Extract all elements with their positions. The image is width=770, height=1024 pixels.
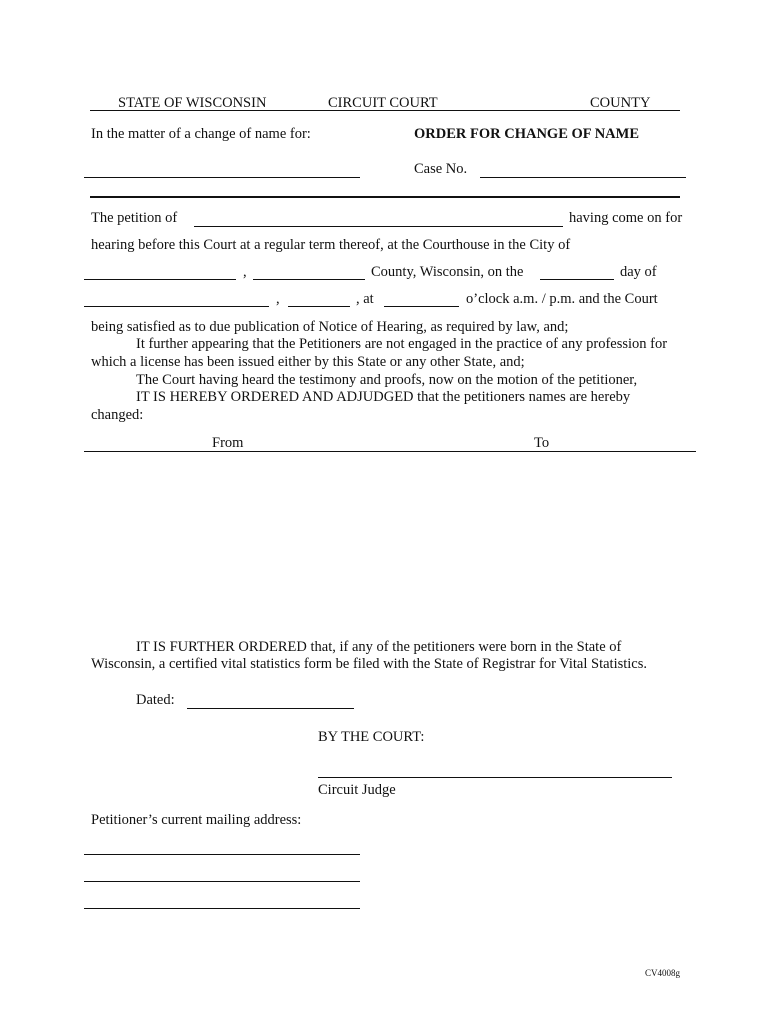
ordered-text-2: changed: — [91, 407, 144, 423]
time-field[interactable] — [384, 306, 459, 307]
names-table-rule — [84, 451, 696, 452]
mailing-address-label: Petitioner’s current mailing address: — [91, 812, 302, 828]
to-column-label: To — [534, 435, 550, 451]
case-number-label: Case No. — [414, 161, 468, 177]
city-field[interactable] — [84, 279, 236, 280]
address-line-1[interactable] — [84, 854, 360, 855]
court-label: CIRCUIT COURT — [328, 95, 438, 111]
circuit-judge-label: Circuit Judge — [318, 782, 396, 798]
heard-text: The Court having heard the testimony and proofs, now on the motion of the petitioner, — [136, 372, 638, 388]
petition-of-label: The petition of — [91, 210, 178, 226]
comma-1: , — [243, 264, 247, 280]
having-come-text: having come on for — [569, 210, 683, 226]
comma-2: , — [276, 291, 280, 307]
appearing-text-2: which a license has been issued either by this State or any other State, and; — [91, 354, 525, 370]
further-ordered-2: Wisconsin, a certified vital statistics form be filed with the State of Registrar for Vital Statistics. — [91, 656, 647, 672]
dated-label: Dated: — [136, 692, 175, 708]
petitioner-name-field[interactable] — [84, 177, 360, 178]
state-label: STATE OF WISCONSIN — [118, 95, 267, 111]
document-title: ORDER FOR CHANGE OF NAME — [414, 126, 640, 142]
address-line-3[interactable] — [84, 908, 360, 909]
form-code: CV4008g — [645, 968, 681, 978]
county-wisconsin-text: County, Wisconsin, on the — [371, 264, 524, 280]
year-field[interactable] — [288, 306, 350, 307]
from-column-label: From — [212, 435, 244, 451]
address-line-2[interactable] — [84, 881, 360, 882]
petition-of-field[interactable] — [194, 226, 563, 227]
section-divider — [90, 196, 680, 198]
case-number-field[interactable] — [480, 177, 686, 178]
further-ordered-1: IT IS FURTHER ORDERED that, if any of the petitioners were born in the State of — [136, 639, 622, 655]
matter-label: In the matter of a change of name for: — [91, 126, 311, 142]
county-label: COUNTY — [590, 95, 651, 111]
ordered-text-1: IT IS HEREBY ORDERED AND ADJUDGED that the petitioners names are hereby — [136, 389, 631, 405]
judge-signature-field[interactable] — [318, 777, 672, 778]
oclock-text: o’clock a.m. / p.m. and the Court — [466, 291, 658, 307]
day-of-text: day of — [620, 264, 657, 280]
by-the-court-label: BY THE COURT: — [318, 729, 425, 745]
hearing-text: hearing before this Court at a regular term thereof, at the Courthouse in the City of — [91, 237, 571, 253]
dated-field[interactable] — [187, 708, 354, 709]
day-field[interactable] — [540, 279, 614, 280]
appearing-text-1: It further appearing that the Petitioners are not engaged in the practice of any profession for — [136, 336, 668, 352]
satisfied-text: being satisfied as to due publication of Notice of Hearing, as required by law, and; — [91, 319, 569, 335]
comma-at-text: , at — [356, 291, 374, 307]
month-field[interactable] — [84, 306, 269, 307]
county-field[interactable] — [253, 279, 365, 280]
